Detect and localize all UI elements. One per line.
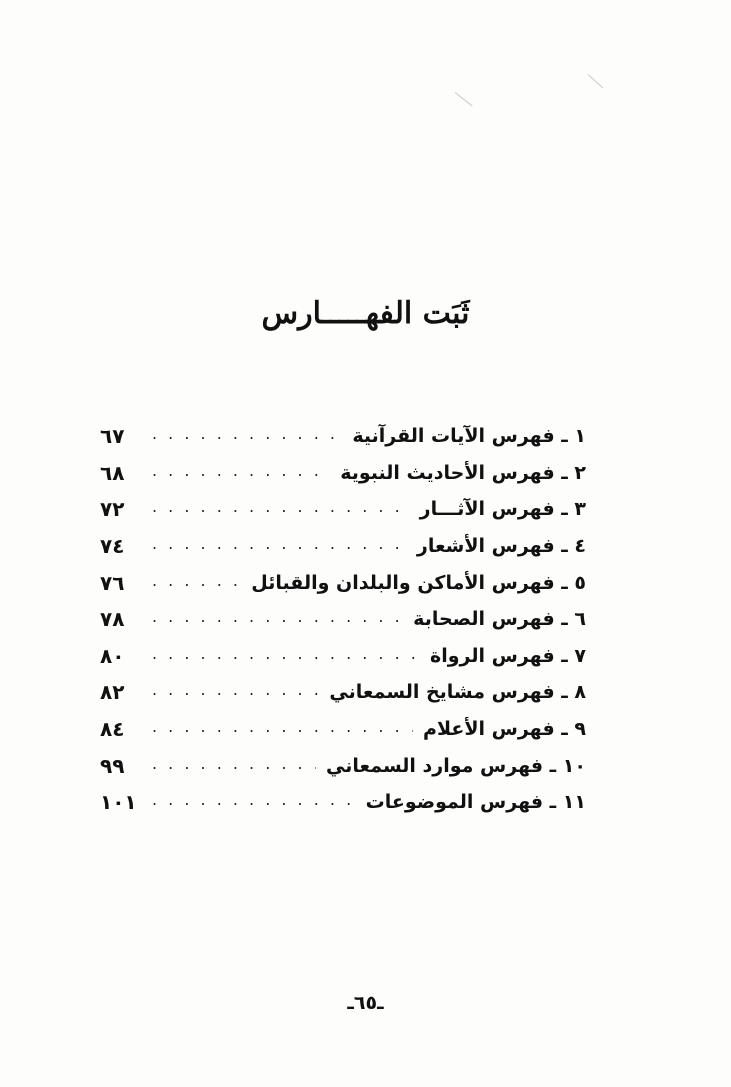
- entry-title: ٥ ـ فهرس الأماكن والبلدان والقبائل: [251, 571, 586, 594]
- entry-title: ١ ـ فهرس الآيات القرآنية: [352, 425, 586, 448]
- entry-title: ٦ ـ فهرس الصحابة: [413, 608, 586, 631]
- entry-title: ٤ ـ فهرس الأشعار: [416, 535, 586, 558]
- entry-page-number: ٨٢: [100, 680, 125, 705]
- entry-title: ١٠ ـ فهرس موارد السمعاني: [326, 754, 586, 777]
- entry-page-number: ١٠١: [100, 790, 137, 815]
- list-item: [100, 564, 586, 601]
- entry-title: ٢ ـ فهرس الأحاديث النبوية: [340, 461, 586, 484]
- list-item: [100, 784, 586, 821]
- list-item: [100, 747, 586, 784]
- scan-scratch-mark: [588, 74, 604, 88]
- dot-leader: [152, 536, 407, 556]
- entry-page-number: ٩٩: [100, 753, 125, 778]
- dot-leader: [152, 426, 342, 446]
- dot-leader: [152, 719, 413, 739]
- list-item: [100, 638, 586, 675]
- dot-leader: [152, 463, 330, 483]
- list-item: [100, 528, 586, 565]
- entry-title: ٩ ـ فهرس الأعلام: [423, 718, 586, 741]
- list-item: [100, 491, 586, 528]
- page-title: ثَبَت الفهـــــارس: [261, 296, 470, 331]
- dot-leader: [152, 609, 403, 629]
- entry-title: ١١ ـ فهرس الموضوعات: [365, 791, 586, 814]
- dot-leader: [152, 682, 319, 702]
- dot-leader: [152, 756, 316, 776]
- list-item: [100, 674, 586, 711]
- index-list: [100, 418, 586, 821]
- list-item: [100, 601, 586, 638]
- entry-page-number: ٨٠: [100, 643, 125, 668]
- entry-page-number: ٧٨: [100, 607, 125, 632]
- dot-leader: [152, 499, 410, 519]
- scan-scratch-mark: [455, 92, 473, 106]
- dot-leader: [152, 792, 356, 812]
- dot-leader: [152, 646, 420, 666]
- entry-page-number: ٧٦: [100, 570, 125, 595]
- entry-page-number: ٧٢: [100, 497, 125, 522]
- entry-page-number: ٦٨: [100, 460, 125, 485]
- dot-leader: [152, 573, 241, 593]
- list-item: [100, 418, 586, 455]
- entry-page-number: ٨٤: [100, 717, 125, 742]
- page-number: ـ٦٥ـ: [347, 992, 384, 1014]
- entry-title: ٨ ـ فهرس مشايخ السمعاني: [329, 681, 586, 704]
- entry-page-number: ٦٧: [100, 424, 125, 449]
- entry-page-number: ٧٤: [100, 534, 125, 559]
- list-item: [100, 455, 586, 492]
- entry-title: ٧ ـ فهرس الرواة: [430, 644, 586, 667]
- list-item: [100, 711, 586, 748]
- entry-title: ٣ ـ فهرس الآثـــار: [419, 498, 586, 521]
